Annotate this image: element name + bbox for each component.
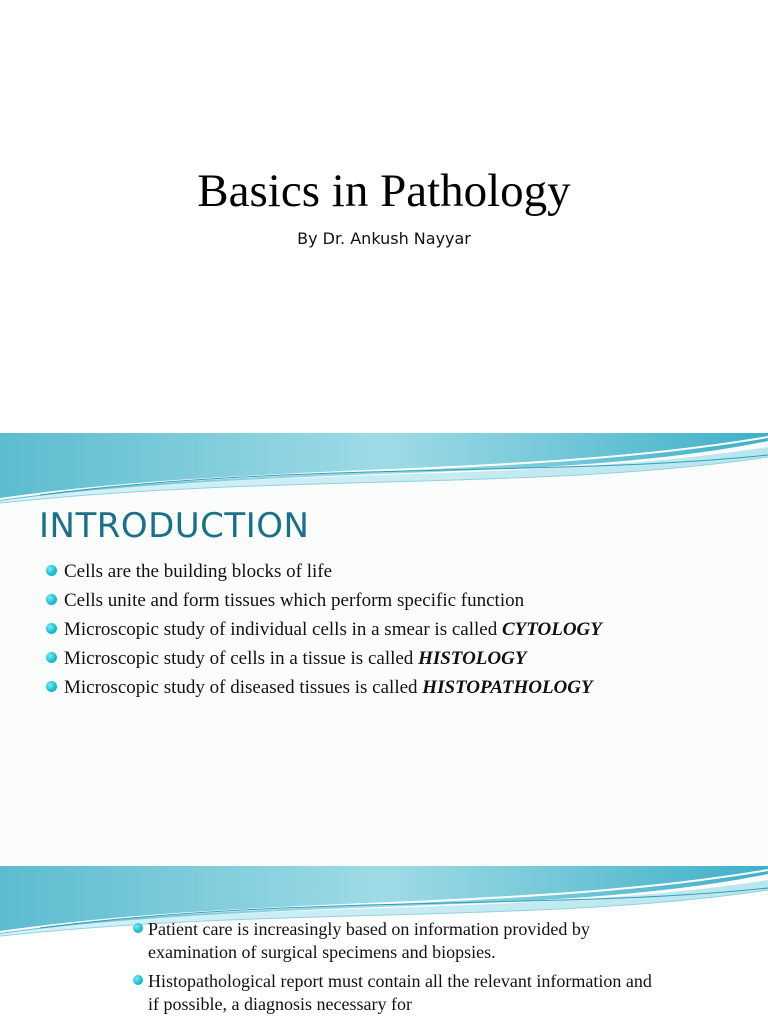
bullet-icon <box>46 594 57 605</box>
title-slide <box>0 0 768 433</box>
term-histopathology: HISTOPATHOLOGY <box>422 677 593 698</box>
list-item: Cells unite and form tissues which perform specific function <box>46 589 761 618</box>
bullet-list <box>46 560 761 705</box>
list-item: Cells are the building blocks of life <box>46 560 761 589</box>
list-item: Patient care is increasingly based on information provided by examination of surgical specimens and biopsies. <box>133 918 653 964</box>
wave-banner <box>0 433 768 505</box>
list-item: Microscopic study of individual cells in a smear is called CYTOLOGY <box>46 618 761 647</box>
slide-heading: INTRODUCTION <box>39 506 310 546</box>
bullet-icon <box>133 923 143 933</box>
bullet-icon <box>46 681 57 692</box>
term-cytology: CYTOLOGY <box>501 619 602 640</box>
content-slide <box>0 866 768 1024</box>
bullet-icon <box>46 565 57 576</box>
term-histology: HISTOLOGY <box>418 648 527 669</box>
bullet-icon <box>133 975 143 985</box>
list-item: Microscopic study of cells in a tissue is called HISTOLOGY <box>46 647 761 676</box>
bullet-icon <box>46 652 57 663</box>
author-subtitle: By Dr. Ankush Nayyar <box>297 229 471 248</box>
bullet-list <box>133 918 653 1022</box>
presentation-title: Basics in Pathology <box>197 165 571 217</box>
list-item: Histopathological report must contain all the relevant information and if possible, a diagnosis necessary for <box>133 970 653 1016</box>
bullet-icon <box>46 623 57 634</box>
introduction-slide <box>0 433 768 866</box>
list-item: Microscopic study of diseased tissues is called HISTOPATHOLOGY <box>46 676 761 705</box>
